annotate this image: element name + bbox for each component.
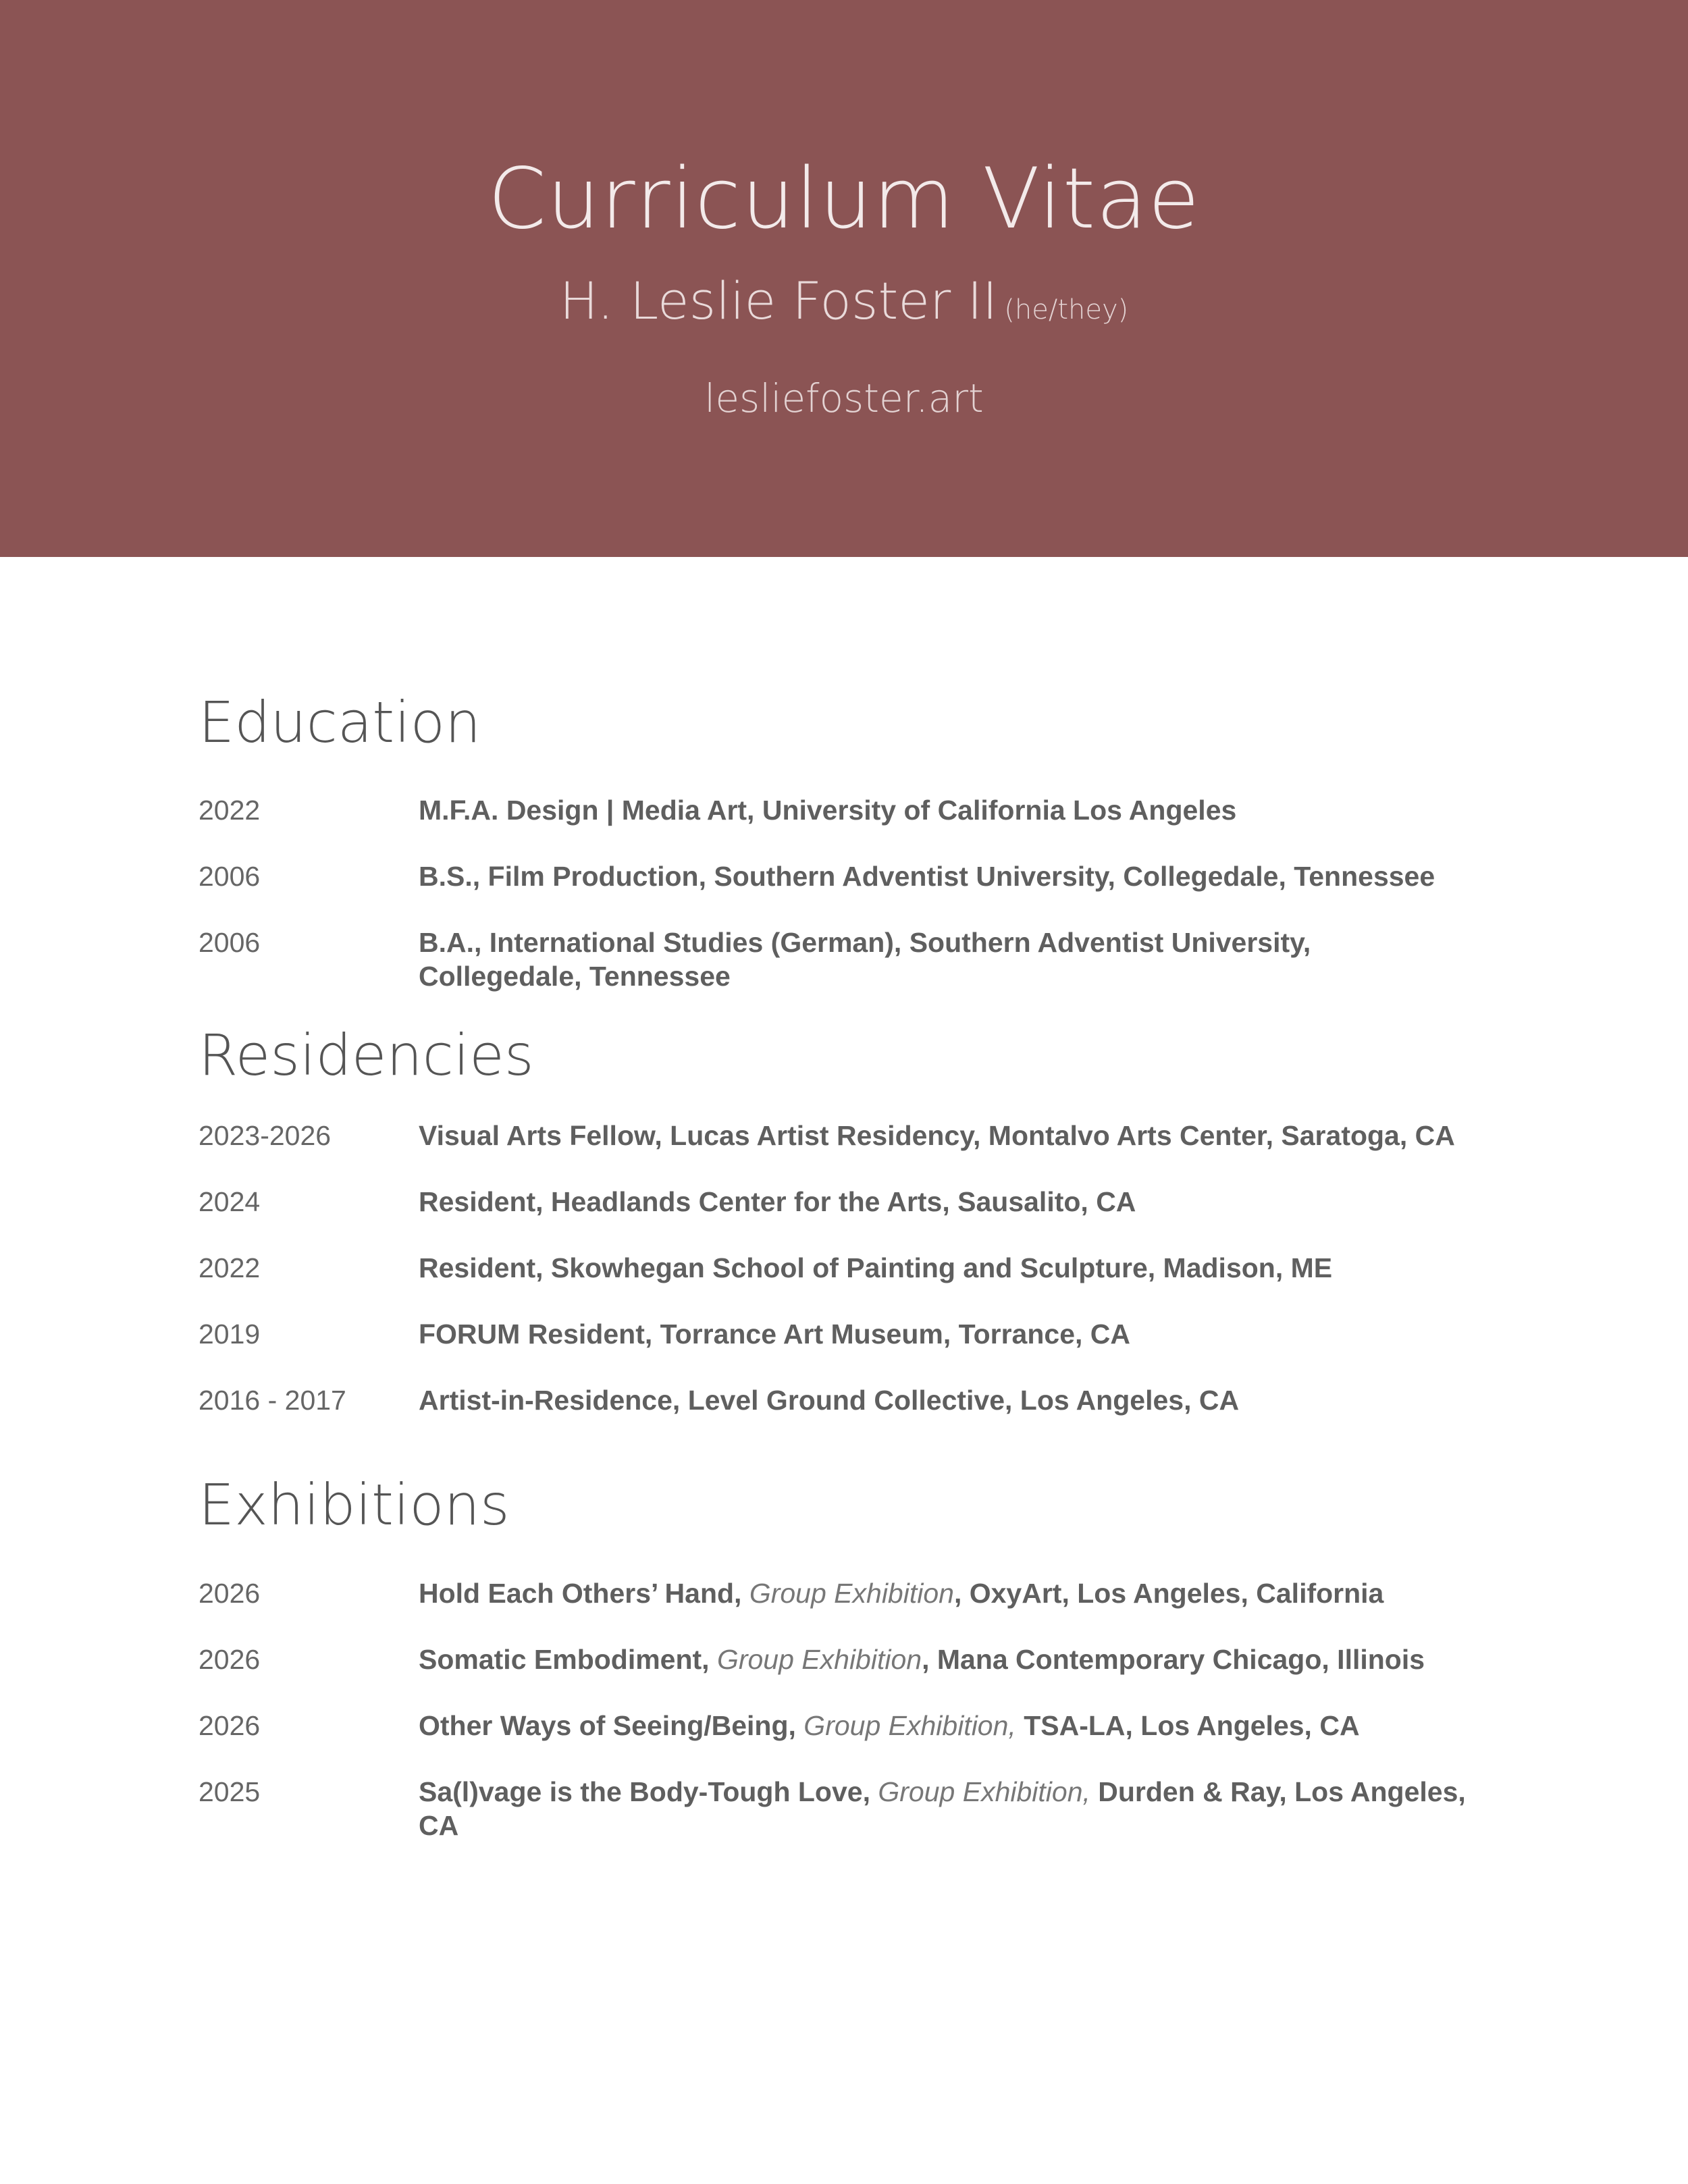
residency-text: Artist-in-Residence, Level Ground Collective, Los Angeles, CA	[419, 1385, 1240, 1416]
education-item	[199, 926, 1515, 993]
author-name: H. Leslie Foster II	[559, 271, 998, 331]
education-year: 2006	[199, 927, 261, 958]
education-text: B.S., Film Production, Southern Adventist University, Collegedale, Tennessee	[419, 861, 1435, 892]
header-banner	[0, 0, 1688, 557]
exhibition-text	[419, 1775, 1512, 1842]
document-title: Curriculum Vitae	[487, 151, 1201, 248]
exhibition-title: Hold Each Others’ Hand,	[419, 1578, 742, 1609]
website-link[interactable]: lesliefoster.art	[704, 375, 984, 421]
exhibition-type: Group Exhibition	[709, 1644, 922, 1675]
author-pronouns: (he/they)	[1004, 294, 1129, 325]
exhibition-year: 2026	[199, 1644, 261, 1675]
exhibition-venue: , Mana Contemporary Chicago, Illinois	[922, 1644, 1425, 1675]
education-text	[419, 926, 1512, 993]
residency-text: FORUM Resident, Torrance Art Museum, Torrance, CA	[419, 1319, 1131, 1350]
exhibition-year: 2026	[199, 1710, 261, 1741]
residency-year: 2016 - 2017	[199, 1385, 346, 1416]
education-text: M.F.A. Design | Media Art, University of California Los Angeles	[419, 795, 1237, 826]
education-year: 2022	[199, 795, 261, 826]
residency-year: 2023-2026	[199, 1120, 332, 1151]
residency-year: 2019	[199, 1319, 261, 1350]
exhibition-text	[419, 1643, 1512, 1676]
exhibition-title: Other Ways of Seeing/Being,	[419, 1710, 796, 1741]
residency-year: 2024	[199, 1186, 261, 1217]
exhibition-text	[419, 1709, 1512, 1742]
education-heading: Education	[199, 689, 481, 755]
education-text-line2: Collegedale, Tennessee	[419, 961, 731, 992]
residency-year: 2022	[199, 1252, 261, 1283]
residency-text: Visual Arts Fellow, Lucas Artist Residency, Montalvo Arts Center, Saratoga, CA	[419, 1120, 1455, 1151]
education-text-line1: B.A., International Studies (German), Southern Adventist University,	[419, 927, 1311, 958]
residency-text: Resident, Headlands Center for the Arts, Sausalito, CA	[419, 1186, 1136, 1217]
exhibition-title: Sa(l)vage is the Body-Tough Love,	[419, 1776, 878, 1807]
exhibition-year: 2025	[199, 1776, 261, 1807]
author-name-line	[0, 267, 1688, 344]
education-year: 2006	[199, 861, 261, 892]
exhibition-venue: TSA-LA, Los Angeles, CA	[1016, 1710, 1360, 1741]
exhibition-type: Group Exhibition,	[878, 1776, 1090, 1807]
exhibitions-heading: Exhibitions	[199, 1472, 510, 1538]
exhibition-type: Group Exhibition,	[795, 1710, 1016, 1741]
exhibition-year: 2026	[199, 1578, 261, 1609]
exhibition-venue: , OxyArt, Los Angeles, California	[953, 1578, 1384, 1609]
exhibition-venue: Durden & Ray, Los Angeles, CA	[419, 1776, 1466, 1841]
exhibition-title: Somatic Embodiment,	[419, 1644, 710, 1675]
exhibition-text	[419, 1576, 1512, 1610]
residencies-heading: Residencies	[199, 1022, 534, 1088]
residency-text: Resident, Skowhegan School of Painting and Sculpture, Madison, ME	[419, 1252, 1333, 1283]
exhibition-type: Group Exhibition	[741, 1578, 954, 1609]
